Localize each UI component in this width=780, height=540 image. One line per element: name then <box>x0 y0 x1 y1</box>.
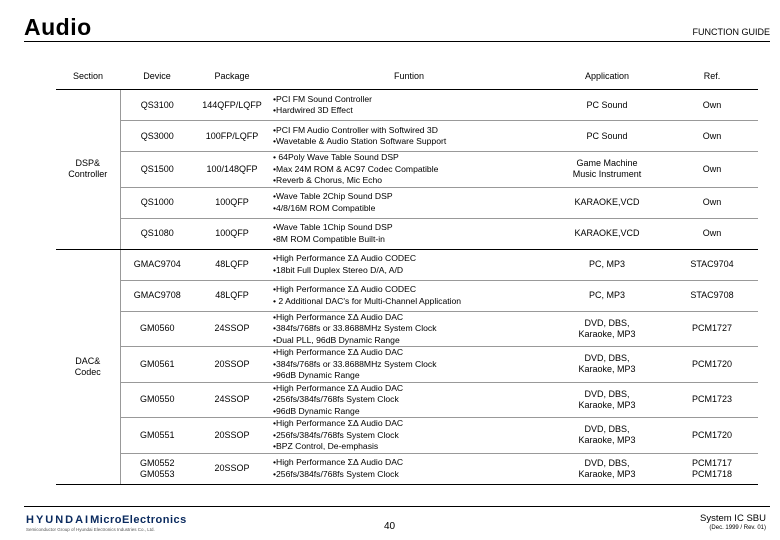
table-row <box>56 280 758 311</box>
function-line: •Dual PLL, 96dB Dynamic Range <box>273 334 400 345</box>
device-cell <box>120 249 194 280</box>
application-line: Karaoke, MP3 <box>578 399 636 410</box>
function-guide-table <box>56 62 758 485</box>
device-cell <box>120 382 194 418</box>
function-line: •BPZ Control, De-emphasis <box>273 441 379 451</box>
ref-line: PCM1727 <box>691 323 733 334</box>
function-line: •18bit Full Duplex Stereo D/A, A/D <box>273 264 404 275</box>
package-cell: 24SSOP <box>194 311 270 347</box>
table-row <box>56 121 758 152</box>
ref-line: PCM1720 <box>691 429 733 440</box>
table-row <box>56 418 758 454</box>
function-line: •High Performance ΣΔ Audio DAC <box>273 347 404 357</box>
function-line: •Wave Table 2Chip Sound DSP <box>273 191 393 201</box>
application-cell <box>548 249 666 280</box>
device-cell <box>120 311 194 347</box>
table-row <box>56 218 758 249</box>
table-row <box>56 453 758 484</box>
package-cell: 20SSOP <box>194 453 270 484</box>
application-cell <box>548 311 666 347</box>
ref-line: Own <box>702 228 722 238</box>
application-cell <box>548 218 666 249</box>
function-cell <box>270 382 548 418</box>
section-label: DAC& <box>75 355 101 366</box>
function-line: •Wavetable & Audio Station Software Support <box>273 136 447 146</box>
ref-cell <box>666 90 758 121</box>
section-cell-dsp <box>56 90 120 250</box>
device-cell <box>120 453 194 484</box>
application-cell <box>548 152 666 188</box>
function-cell <box>270 418 548 454</box>
function-cell <box>270 347 548 383</box>
package-cell: 48LQFP <box>194 249 270 280</box>
application-line: Karaoke, MP3 <box>578 468 636 479</box>
device-cell <box>120 347 194 383</box>
ref-cell <box>666 347 758 383</box>
function-cell <box>270 453 548 484</box>
function-line: •4/8/16M ROM Compatible <box>273 202 376 213</box>
function-line: •Hardwired 3D Effect <box>273 105 353 115</box>
ref-cell <box>666 121 758 152</box>
function-line: • 64Poly Wave Table Sound DSP <box>273 152 399 162</box>
function-line: •384fs/768fs or 33.8688MHz System Clock <box>273 358 437 369</box>
ref-cell <box>666 453 758 484</box>
device-cell <box>120 152 194 188</box>
header-divider <box>24 41 770 42</box>
package-cell: 24SSOP <box>194 382 270 418</box>
package-cell: 48LQFP <box>194 280 270 311</box>
device-cell <box>120 280 194 311</box>
company-logo <box>26 514 187 532</box>
sbu-block <box>700 513 766 531</box>
ref-line: Own <box>702 163 722 174</box>
application-line: DVD, DBS, <box>584 424 630 435</box>
ref-cell <box>666 218 758 249</box>
ref-cell <box>666 382 758 418</box>
device-name: QS3000 <box>140 130 174 141</box>
function-line: •96dB Dynamic Range <box>273 405 360 416</box>
table-row <box>56 152 758 188</box>
ref-cell <box>666 152 758 188</box>
function-line: •High Performance ΣΔ Audio DAC <box>273 418 404 428</box>
function-line: •256fs/384fs/768fs System Clock <box>273 468 399 479</box>
logo-brand: HYUNDAI <box>26 514 91 526</box>
application-line: KARAOKE,VCD <box>574 197 640 207</box>
device-name: GM0552 <box>139 457 175 468</box>
sbu-label: System IC SBU <box>700 513 766 524</box>
ref-line: Own <box>702 197 722 207</box>
ref-line: STAC9708 <box>690 290 734 300</box>
function-cell <box>270 311 548 347</box>
ref-line: PCM1723 <box>691 394 733 405</box>
function-line: •256fs/384fs/768fs System Clock <box>273 394 399 404</box>
device-name: GM0561 <box>139 358 175 369</box>
package-cell: 100/148QFP <box>194 152 270 188</box>
device-cell <box>120 218 194 249</box>
ref-cell <box>666 249 758 280</box>
application-cell <box>548 280 666 311</box>
ref-cell <box>666 311 758 347</box>
table-row <box>56 382 758 418</box>
package-cell: 100FP/LQFP <box>194 121 270 152</box>
ref-line: Own <box>702 99 722 110</box>
application-line: Game Machine <box>576 158 638 169</box>
application-line: PC, MP3 <box>588 290 625 300</box>
device-cell <box>120 121 194 152</box>
function-line: •Wave Table 1Chip Sound DSP <box>273 222 393 232</box>
function-cell <box>270 152 548 188</box>
package-cell: 100QFP <box>194 218 270 249</box>
revision-date: (Dec. 1999 / Rev. 01) <box>709 525 766 531</box>
function-line: • 2 Additional DAC's for Multi-Channel Application <box>273 295 462 306</box>
header-device: Device <box>120 62 194 90</box>
function-line: •High Performance ΣΔ Audio DAC <box>273 311 404 322</box>
table-row <box>56 347 758 383</box>
ref-line: PCM1720 <box>691 358 733 369</box>
application-line: Karaoke, MP3 <box>578 328 636 339</box>
page-number: 40 <box>384 521 396 532</box>
logo-division: MicroElectronics <box>90 514 187 526</box>
application-line: DVD, DBS, <box>584 388 630 399</box>
table-row <box>56 90 758 121</box>
device-name: QS3100 <box>140 99 174 110</box>
application-line: PC Sound <box>586 99 628 110</box>
application-line: KARAOKE,VCD <box>574 228 640 238</box>
function-cell <box>270 280 548 311</box>
application-cell <box>548 90 666 121</box>
page-title: Audio <box>24 14 92 40</box>
function-cell <box>270 249 548 280</box>
function-line: •High Performance ΣΔ Audio CODEC <box>273 253 417 263</box>
application-cell <box>548 121 666 152</box>
function-cell <box>270 90 548 121</box>
application-line: DVD, DBS, <box>584 353 630 364</box>
application-cell <box>548 187 666 218</box>
function-line: •Max 24M ROM & AC97 Codec Compatible <box>273 163 439 174</box>
package-cell: 20SSOP <box>194 347 270 383</box>
function-line: •Reverb & Chorus, Mic Echo <box>273 175 383 185</box>
function-line: •High Performance ΣΔ Audio DAC <box>273 457 404 467</box>
device-name: GM0560 <box>139 323 175 334</box>
package-cell: 144QFP/LQFP <box>194 90 270 121</box>
device-name: QS1080 <box>140 228 174 238</box>
device-name: GM0553 <box>139 468 175 479</box>
function-line: •High Performance ΣΔ Audio CODEC <box>273 284 417 294</box>
package-cell: 100QFP <box>194 187 270 218</box>
application-cell <box>548 453 666 484</box>
device-cell <box>120 90 194 121</box>
application-line: DVD, DBS, <box>584 317 630 328</box>
section-label: Codec <box>74 366 101 377</box>
ref-line: PCM1718 <box>691 468 733 479</box>
function-line: •96dB Dynamic Range <box>273 370 360 380</box>
application-line: Karaoke, MP3 <box>578 364 636 375</box>
section-label: DSP& <box>75 158 100 169</box>
device-name: QS1500 <box>140 163 174 174</box>
function-cell <box>270 121 548 152</box>
function-line: •PCI FM Sound Controller <box>273 93 373 104</box>
application-cell <box>548 347 666 383</box>
ref-cell <box>666 280 758 311</box>
device-name: GMAC9704 <box>133 259 181 269</box>
function-line: •PCI FM Audio Controller with Softwired 3D <box>273 124 438 135</box>
table-row <box>56 249 758 280</box>
table-header-row <box>56 62 758 90</box>
ref-line: STAC9704 <box>690 259 734 269</box>
footer-divider <box>24 506 770 507</box>
device-name: GM0550 <box>139 394 175 405</box>
application-line: Karaoke, MP3 <box>578 435 636 446</box>
header-application: Application <box>548 62 666 90</box>
ref-cell <box>666 187 758 218</box>
header-ref: Ref. <box>666 62 758 90</box>
application-cell <box>548 382 666 418</box>
application-line: PC, MP3 <box>588 259 625 269</box>
ref-line: Own <box>702 130 722 141</box>
table-row <box>56 311 758 347</box>
table-row <box>56 187 758 218</box>
function-line: •384fs/768fs or 33.8688MHz System Clock <box>273 323 437 333</box>
logo-subtitle: Semiconductor Group of Hyundai Electronics Industries Co., Ltd. <box>26 527 155 532</box>
application-line: PC Sound <box>586 130 628 141</box>
application-line: DVD, DBS, <box>584 457 630 468</box>
section-cell-dac <box>56 249 120 484</box>
section-label: Controller <box>68 169 108 180</box>
table-body <box>56 90 758 485</box>
ref-cell <box>666 418 758 454</box>
application-cell <box>548 418 666 454</box>
application-line: Music Instrument <box>572 169 642 180</box>
header-function: Funtion <box>270 62 548 90</box>
function-line: •High Performance ΣΔ Audio DAC <box>273 382 404 393</box>
function-line: •256fs/384fs/768fs System Clock <box>273 429 399 440</box>
device-name: GMAC9708 <box>133 290 181 300</box>
ref-line: PCM1717 <box>691 457 733 468</box>
header-section: Section <box>56 62 120 90</box>
header-package: Package <box>194 62 270 90</box>
device-cell <box>120 187 194 218</box>
function-guide-label: FUNCTION GUIDE <box>692 27 770 37</box>
function-cell <box>270 187 548 218</box>
device-name: QS1000 <box>140 197 174 207</box>
function-cell <box>270 218 548 249</box>
device-cell <box>120 418 194 454</box>
device-name: GM0551 <box>139 429 175 440</box>
function-line: •8M ROM Compatible Built-in <box>273 233 385 244</box>
package-cell: 20SSOP <box>194 418 270 454</box>
